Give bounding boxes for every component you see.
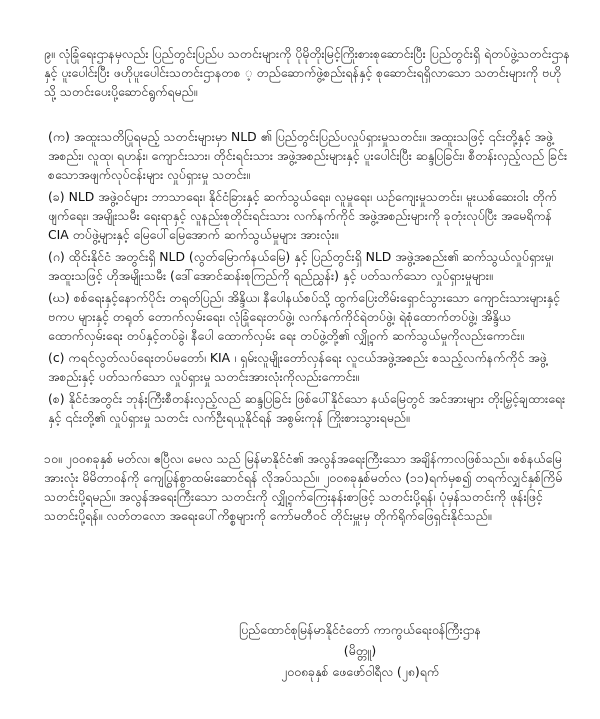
item-list xyxy=(44,127,572,427)
signature-copy: (မိတ္တူ) xyxy=(343,643,377,658)
list-item-ga: (ဂ) ထိုင်းနိုင်ငံ အတွင်းရှိ NLD (လွတ်မြောက်နယ်မြေ) နှင့် ပြည်တွင်းရှိ NLD အဖွဲ့အစည်း၏ ဆက်သွယ်လှုပ်ရှားမှု၊ အထူးသဖြင့် ဟိုအမျိုးသမီး (ဒေါ်အောင်ဆန်းစုကြည်ကို ရည်ညွှန်း) နှင့် ပတ်သက်သော လှုပ်ရှားမှုများ။ xyxy=(48,249,554,283)
signature-date: ၂၀၀၈ခုနှစ် ဖေဖော်ဝါရီလ (၂၈)ရက် xyxy=(281,664,439,679)
list-item-gha: (ဃ) စစ်ရေးနှင့်နောက်ပိုင်း တရုတ်ပြည်၊ အိန္ဒိယ၊ နီပေါနယ်စပ်သို့ ထွက်ပြေးတိမ်းရှောင်သွားသော ကျောင်းသားများနှင့် ဗကပ များနှင့် တရုတ် တောက်လှမ်းရေး၊ လုံခြုံရေးတပ်ဖွဲ့၊ လက်နက်ကိုင်ရဲတပ်ဖွဲ့၊ ရဲစုံထောက်တပ်ဖွဲ့၊ အိန္ဒိယ ထောက်လှမ်းရေး တပ်နှင့်တပ်ခွဲ၊ နီပေါ ထောက်လှမ်း ရေး တပ်ဖွဲ့တို့၏ လျှို့ဝှက် ဆက်သွယ်မှုကိုလည်းကောင်း။ xyxy=(48,290,560,343)
list-item-nga: (c) ကရင်လွတ်လပ်ရေးတပ်မတော်၊ KIA ၊ ရှမ်းလူမျိုးတော်လှန်ရေး လူငယ်အဖွဲ့အစည်း စသည့်လက်နက်ကိုင် အဖွဲ့အစည်းနှင့် ပတ်သက်သော လှုပ်ရှားမှု သတင်းအားလုံးကိုလည်းကောင်း။ xyxy=(48,350,547,384)
paragraph-10: ၁၀။ ၂၀၀၈ခုနှစ် မတ်လ၊ ဧပြီလ၊ မေလ သည် မြန်မာနိုင်ငံ၏ အလွန်အရေးကြီးသော အချိန်ကာလဖြစ်သည်။ စစ်နယ်မြေ အားလုံး မိမိတာဝန်ကို ကျေပြွန်စွာထမ်းဆောင်ရန် လိုအပ်သည်။ ၂၀၀၈ခုနှစ်မတ်လ (၁၁)ရက်မှစ၍ တရက်လျှင်နှစ်ကြိမ် သတင်းပို့ရမည်။ အလွန်အရေးကြီးသော သတင်းကို လျှို့ဝှက်ကြေးနန်းစာဖြင့် သတင်းပို့ရန်၊ ပုံမှန်သတင်းကို ဖုန်းဖြင့် သတင်းပို့ရန်။ လတ်တလော အရေးပေါ်ကိစ္စများကို ကော်မတီဝင် တိုင်းမှူးမှ တိုက်ရိုက်ဖြေရှင်းနိုင်သည်။ xyxy=(44,451,563,523)
signature-block xyxy=(0,619,600,682)
paragraph-9: ၉။ လုံခြုံရေးဌာနမှလည်း ပြည်တွင်းပြည်ပ သတင်းများကို ပိုမိုတိုးမြင့်ကြိုးစားစုဆောင်းပြီး ပြည်တွင်းရှိ ရဲတပ်ဖွဲ့သတင်းဌာန နှင့် ပူးပေါင်းပြီး ဖဟိုပူးပေါင်းသတင်းဌာနတစ ့ တည်ဆောက်ဖွဲ့စည်းရန်နှင့် စုဆောင်းရရှိလာသော သတင်းများကို ဗဟိုသို့ သတင်းပေးပို့ဆောင်ရွက်ရမည်။ xyxy=(44,46,570,99)
signature-ministry: ပြည်ထောင်စုမြန်မာနိုင်ငံတော် ကာကွယ်ရေးဝန်ကြီးဌာန xyxy=(239,622,481,637)
list-item-sa: (စ) နိုင်ငံအတွင်း ဘုန်းကြီးစီတန်းလှည့်လည် ဆန္ဒပြခြင်း ဖြစ်ပေါ်နိုင်သော နယ်မြေတွင် အင်အားများ တိုးမြှင့်ချထားရေး နှင့် ၎င်းတို့၏ လှုပ်ရှားမှု သတင်း လက်ဦးရယူနိုင်ရန် အစွမ်းကုန် ကြိုးစားသွားရမည်။ xyxy=(48,391,566,425)
list-item-ka: (က) အထူးသတိပြုရမည့် သတင်းများမှာ NLD ၏ ပြည်တွင်းပြည်ပလှုပ်ရှားမှုသတင်း။ အထူးသဖြင့် ၎င်းတို့နှင့် အဖွဲ့အစည်း၊ လူထု၊ ရဟန်း၊ ကျောင်းသား၊ တိုင်းရင်းသား အဖွဲ့အစည်းများနှင့် ပူးပေါင်းပြီး ဆန္ဒပြခြင်း၊ စီတန်းလှည့်လည် ခြင်းစသောအဖျက်လုပ်ငန်းများ လှုပ်ရှားမှု သတင်း။ xyxy=(48,129,568,182)
list-item-kha: (ခ) NLD အဖွဲ့ဝင်များ ဘာသာရေး၊ နိုင်ငံခြားနှင့် ဆက်သွယ်ရေး၊ လူမှုရေး၊ ယဉ်ကျေးမှုသတင်း၊ မူးယစ်ဆေးဝါး တိုက်ဖျက်ရေး၊ အမျိုးသမီး ရေးရာနှင့် လူနည်းစုတိုင်းရင်းသား လက်နက်ကိုင် အဖွဲ့အစည်းများကို ခုတုံးလုပ်ပြီး အမေရိကန် CIA တပ်ဖွဲ့များနှင့် မြေပေါ်မြေအောက် ဆက်သွယ်မှုများ အားလုံး။ xyxy=(48,189,557,242)
